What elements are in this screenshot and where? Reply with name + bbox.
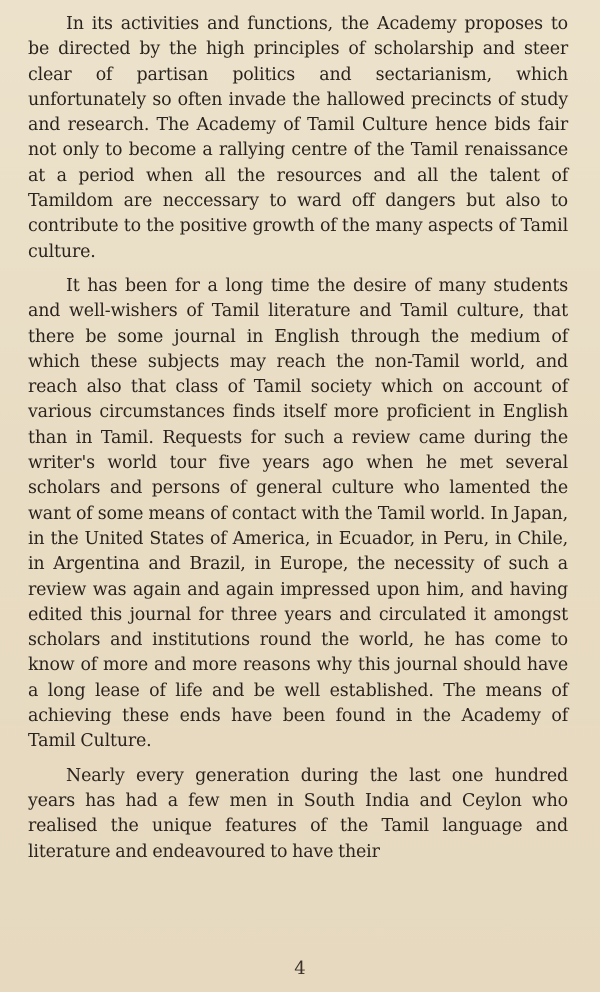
- paragraph-academy-principles: In its activities and functions, the Academy proposes to be directed by the high principles of scholarship and steer clear of partisan politics and sectarianism, which unfortunately so often invade the hallowed precincts of study and research. The Academy of Tamil Culture hence bids fair not only to become a rallying centre of the Tamil renaissance at a period when all the resources and all the talent of Tamildom are neccessary to ward off dangers but also to contribute to the positive growth of the many aspects of Tamil culture.: [28, 14, 568, 262]
- paragraph-generations: Nearly every generation during the last one hundred years has had a few men in South India and Ceylon who realised the unique features of the Tamil language and literature and endeavoured to have their: [28, 765, 568, 862]
- body-text: [28, 12, 568, 865]
- paragraph-journal-desire: It has been for a long time the desire of many students and well-wishers of Tamil literature and Tamil culture, that there be some journal in English through the medium of which these subjects may reach the non-Tamil world, and reach also that class of Tamil society which on account of various circumstances finds itself more proficient in English than in Tamil. Requests for such a review came during the writer's world tour five years ago when he met several scholars and persons of general culture who lamented the want of some means of contact with the Tamil world. In Japan, in the United States of America, in Ecuador, in Peru, in Chile, in Argentina and Brazil, in Europe, the necessity of such a review was again and again impressed upon him, and having edited this journal for three years and circulated it amongst scholars and institutions round the world, he has come to know of more and more reasons why this journal should have a long lease of life and be well established. The means of achieving these ends have been found in the Academy of Tamil Culture.: [28, 275, 568, 752]
- page-number: 4: [294, 958, 306, 979]
